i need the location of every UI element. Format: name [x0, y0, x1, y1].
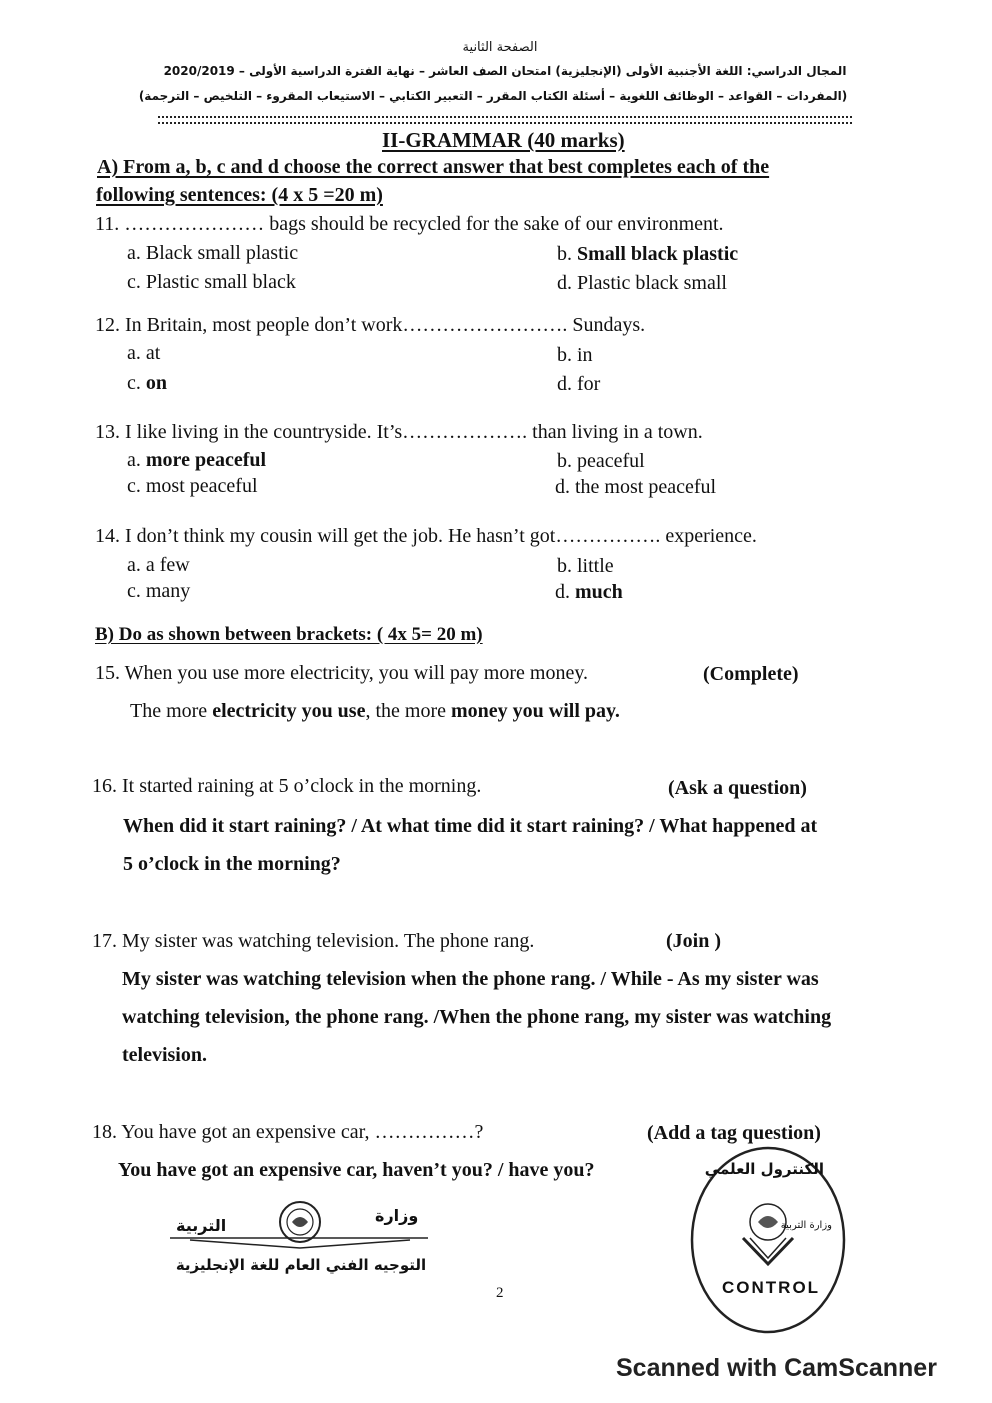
- q16-instruction: (Ask a question): [668, 777, 807, 799]
- page-number: 2: [496, 1285, 504, 1301]
- q12-option-c-prefix: c.: [127, 372, 146, 394]
- q13-option-c: c. most peaceful: [127, 475, 258, 497]
- q14-option-d-prefix: d.: [555, 581, 575, 603]
- q11-option-a: a. Black small plastic: [127, 242, 299, 264]
- q12-option-d: d. for: [557, 373, 601, 395]
- scanner-watermark: Scanned with CamScanner: [616, 1354, 937, 1382]
- control-stamp-label: CONTROL: [722, 1278, 821, 1297]
- question-11-stem: 11. ………………… bags should be recycled for the sake of our environment.: [95, 213, 724, 235]
- q14-option-d: [555, 581, 623, 604]
- question-18-stem: 18. You have got an expensive car, ……………?: [92, 1121, 484, 1143]
- q12-option-c: [127, 372, 167, 395]
- q17-answer-line-3: television.: [122, 1044, 207, 1066]
- section-title: II-GRAMMAR (40 marks): [382, 128, 625, 152]
- q11-option-b-answer: Small black plastic: [577, 243, 739, 265]
- question-15-stem: 15. When you use more electricity, you will pay more money.: [95, 662, 589, 684]
- question-13-stem: 13. I like living in the countryside. It’s………………. than living in a town.: [95, 421, 703, 443]
- q13-option-a: [127, 449, 266, 472]
- q17-answer-line-2: watching television, the phone rang. /When the phone rang, my sister was watching: [122, 1006, 832, 1028]
- q18-instruction: (Add a tag question): [647, 1122, 821, 1144]
- q14-option-b: b. little: [557, 555, 614, 577]
- q17-instruction: (Join ): [666, 930, 721, 952]
- q16-answer-line-2: 5 o’clock in the morning?: [123, 853, 341, 875]
- q13-option-a-prefix: a.: [127, 449, 146, 471]
- question-12-stem: 12. In Britain, most people don’t work……………………. Sundays.: [95, 314, 646, 336]
- q12-option-c-answer: on: [145, 372, 168, 394]
- q11-option-d: d. Plastic black small: [557, 272, 727, 294]
- q17-answer-line-1: My sister was watching television when the phone rang. / While - As my sister was: [122, 968, 819, 990]
- q11-option-b: [557, 243, 738, 266]
- q11-option-c: c. Plastic small black: [127, 271, 296, 293]
- question-14-stem: 14. I don’t think my cousin will get the job. He hasn’t got……………. experience.: [95, 525, 757, 547]
- page-label: الصفحة الثانية: [462, 40, 538, 55]
- q12-option-a: a. at: [127, 342, 161, 364]
- control-stamp: [688, 1140, 850, 1340]
- q14-option-c: c. many: [127, 580, 191, 602]
- stamp-left-bottom-text: التوجيه الفني العام للغة الإنجليزية: [175, 1256, 427, 1274]
- header-line-1: المجال الدراسي: اللغة الأجنبية الأولى (الإنجليزية) امتحان الصف العاشر – نهاية الفترة الدراسية الأولى – 2020/2019: [163, 64, 847, 78]
- stamp-left-education-word: التربية: [176, 1216, 227, 1235]
- control-stamp-arc-text: الكنترول العلمي: [704, 1160, 824, 1178]
- q13-option-b: b. peaceful: [557, 450, 645, 472]
- header-separator: [158, 116, 852, 124]
- question-17-stem: 17. My sister was watching television. The phone rang.: [92, 930, 535, 952]
- q15-answer: [130, 700, 620, 723]
- q15-instruction: (Complete): [703, 663, 799, 685]
- q14-option-d-answer: much: [575, 581, 623, 603]
- q15-answer-part-1: The more: [130, 700, 213, 722]
- ministry-stamp: [170, 1196, 440, 1296]
- q13-option-d: d. the most peaceful: [555, 476, 717, 498]
- part-a-heading-line-2: following sentences: (4 x 5 =20 m): [96, 184, 383, 206]
- q13-option-a-answer: more peaceful: [145, 449, 267, 471]
- q15-answer-part-2: electricity you use: [212, 700, 366, 722]
- q15-answer-part-4: money you will pay.: [451, 700, 620, 722]
- q11-option-b-prefix: b.: [557, 243, 577, 265]
- q18-answer: You have got an expensive car, haven’t you? / have you?: [118, 1159, 595, 1181]
- part-b-heading: B) Do as shown between brackets: ( 4x 5= 20 m): [95, 624, 483, 645]
- stamp-left-ministry-word: وزارة: [375, 1206, 419, 1225]
- part-a-heading-line-1: A) From a, b, c and d choose the correct answer that best completes each of the: [97, 156, 770, 178]
- header-line-2: (المفردات – القواعد – الوظائف اللغوية – أسئلة الكتاب المقرر – التعبير الكتابي – الاستيعاب المقروء – التلخيص – الترجمة): [138, 89, 848, 103]
- q16-answer-line-1: When did it start raining? / At what time did it start raining? / What happened at: [123, 815, 818, 837]
- control-stamp-ministry: وزارة التربية: [780, 1220, 832, 1231]
- q14-option-a: a. a few: [127, 554, 190, 576]
- q12-option-b: b. in: [557, 344, 593, 366]
- question-16-stem: 16. It started raining at 5 o’clock in the morning.: [92, 775, 482, 797]
- q15-answer-part-3: , the more: [365, 700, 451, 722]
